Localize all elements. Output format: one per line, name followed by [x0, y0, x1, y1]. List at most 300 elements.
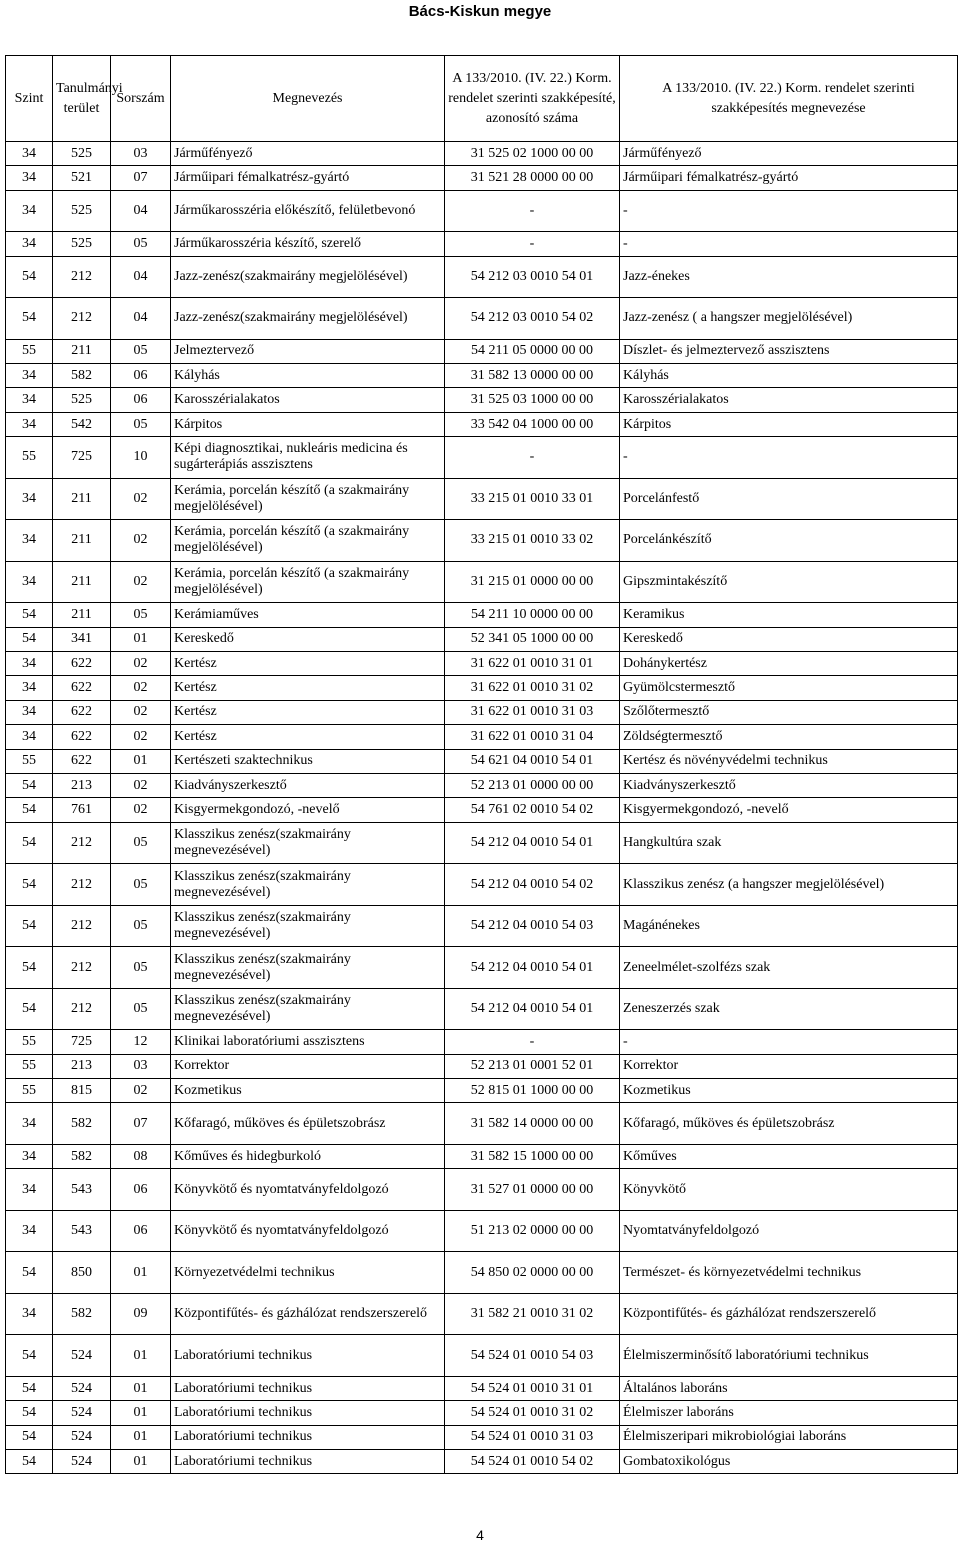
cell-azonosito: 31 622 01 0010 31 04	[445, 725, 620, 749]
cell-megnevezes: Kerámiaműves	[171, 603, 445, 627]
cell-terulet: 525	[53, 232, 111, 256]
cell-sorszam: 06	[111, 1169, 171, 1211]
table-row	[6, 1103, 958, 1145]
cell-azonosito: 54 212 04 0010 54 01	[445, 947, 620, 989]
cell-szint: 34	[6, 676, 53, 700]
table-row	[6, 725, 958, 749]
cell-terulet: 543	[53, 1169, 111, 1211]
cell-azonosito: 54 211 05 0000 00 00	[445, 339, 620, 363]
cell-azonosito: 54 212 04 0010 54 01	[445, 822, 620, 864]
cell-szint: 54	[6, 1252, 53, 1294]
cell-megnevezes: Laboratóriumi technikus	[171, 1425, 445, 1449]
table-row	[6, 166, 958, 190]
cell-azonosito: 33 215 01 0010 33 02	[445, 520, 620, 562]
cell-szint: 34	[6, 1103, 53, 1145]
cell-szint: 54	[6, 947, 53, 989]
cell-sorszam: 01	[111, 1425, 171, 1449]
cell-megnevezes: Kozmetikus	[171, 1079, 445, 1103]
table-row	[6, 652, 958, 676]
cell-szint: 54	[6, 905, 53, 947]
cell-terulet: 524	[53, 1449, 111, 1473]
cell-terulet: 211	[53, 603, 111, 627]
cell-terulet: 622	[53, 676, 111, 700]
cell-terulet: 582	[53, 364, 111, 388]
cell-megnevezes: Kőműves és hidegburkoló	[171, 1144, 445, 1168]
cell-szakkepesites: Díszlet- és jelmeztervező asszisztens	[620, 339, 958, 363]
cell-sorszam: 01	[111, 1335, 171, 1377]
cell-szakkepesites: Általános laboráns	[620, 1376, 958, 1400]
cell-szint: 34	[6, 142, 53, 166]
table-row	[6, 190, 958, 232]
cell-sorszam: 05	[111, 947, 171, 989]
cell-szint: 34	[6, 166, 53, 190]
cell-megnevezes: Kályhás	[171, 364, 445, 388]
cell-megnevezes: Járműkarosszéria előkészítő, felületbevonó	[171, 190, 445, 232]
table-row	[6, 1376, 958, 1400]
cell-megnevezes: Kertészeti szaktechnikus	[171, 749, 445, 773]
cell-megnevezes: Könyvkötő és nyomtatványfeldolgozó	[171, 1169, 445, 1211]
cell-szakkepesites: Élelmiszerminősítő laboratóriumi technikus	[620, 1335, 958, 1377]
page-number: 4	[476, 1527, 484, 1543]
cell-megnevezes: Központifűtés- és gázhálózat rendszerszerelő	[171, 1293, 445, 1335]
cell-szint: 54	[6, 1401, 53, 1425]
cell-szakkepesites: Gipszmintakészítő	[620, 561, 958, 603]
cell-szakkepesites: Kőfaragó, műköves és épületszobrász	[620, 1103, 958, 1145]
cell-sorszam: 02	[111, 700, 171, 724]
cell-sorszam: 04	[111, 298, 171, 340]
cell-sorszam: 08	[111, 1144, 171, 1168]
cell-terulet: 761	[53, 798, 111, 822]
cell-megnevezes: Kőfaragó, műköves és épületszobrász	[171, 1103, 445, 1145]
cell-szint: 54	[6, 864, 53, 906]
cell-szint: 34	[6, 388, 53, 412]
cell-szakkepesites: Kisgyermekgondozó, -nevelő	[620, 798, 958, 822]
cell-azonosito: 54 621 04 0010 54 01	[445, 749, 620, 773]
cell-azonosito: 33 542 04 1000 00 00	[445, 412, 620, 436]
cell-sorszam: 07	[111, 166, 171, 190]
cell-szakkepesites: Nyomtatványfeldolgozó	[620, 1210, 958, 1252]
cell-szint: 54	[6, 822, 53, 864]
cell-megnevezes: Klasszikus zenész(szakmairány megnevezésével)	[171, 864, 445, 906]
cell-megnevezes: Klasszikus zenész(szakmairány megnevezésével)	[171, 988, 445, 1030]
cell-azonosito: -	[445, 1030, 620, 1054]
cell-szakkepesites: Hangkultúra szak	[620, 822, 958, 864]
table-header-row	[6, 56, 958, 142]
cell-szint: 34	[6, 1169, 53, 1211]
cell-sorszam: 05	[111, 232, 171, 256]
cell-terulet: 622	[53, 700, 111, 724]
cell-szint: 34	[6, 700, 53, 724]
cell-szint: 55	[6, 749, 53, 773]
cell-terulet: 212	[53, 256, 111, 298]
cell-szakkepesites: Korrektor	[620, 1054, 958, 1078]
cell-szakkepesites: Gombatoxikológus	[620, 1449, 958, 1473]
cell-megnevezes: Járműkarosszéria készítő, szerelő	[171, 232, 445, 256]
cell-szakkepesites: Központifűtés- és gázhálózat rendszerszerelő	[620, 1293, 958, 1335]
table-row	[6, 520, 958, 562]
cell-szakkepesites: -	[620, 1030, 958, 1054]
cell-terulet: 213	[53, 1054, 111, 1078]
cell-terulet: 341	[53, 627, 111, 651]
table-row	[6, 561, 958, 603]
cell-szakkepesites: Kereskedő	[620, 627, 958, 651]
cell-szakkepesites: -	[620, 232, 958, 256]
cell-terulet: 582	[53, 1103, 111, 1145]
cell-szint: 54	[6, 1335, 53, 1377]
cell-szakkepesites: Zeneelmélet-szolfézs szak	[620, 947, 958, 989]
table-row	[6, 988, 958, 1030]
cell-megnevezes: Kerámia, porcelán készítő (a szakmairány megjelölésével)	[171, 561, 445, 603]
cell-szakkepesites: Magánénekes	[620, 905, 958, 947]
cell-terulet: 622	[53, 749, 111, 773]
cell-szakkepesites: Kiadványszerkesztő	[620, 773, 958, 797]
cell-szakkepesites: Könyvkötő	[620, 1169, 958, 1211]
cell-terulet: 622	[53, 652, 111, 676]
cell-szint: 54	[6, 298, 53, 340]
cell-megnevezes: Kertész	[171, 676, 445, 700]
cell-azonosito: 54 212 04 0010 54 03	[445, 905, 620, 947]
cell-terulet: 521	[53, 166, 111, 190]
cell-megnevezes: Laboratóriumi technikus	[171, 1335, 445, 1377]
cell-megnevezes: Kertész	[171, 700, 445, 724]
cell-szakkepesites: Karosszérialakatos	[620, 388, 958, 412]
cell-sorszam: 05	[111, 864, 171, 906]
cell-szint: 55	[6, 1079, 53, 1103]
cell-sorszam: 01	[111, 1252, 171, 1294]
table-row	[6, 478, 958, 520]
cell-terulet: 850	[53, 1252, 111, 1294]
cell-azonosito: 31 525 02 1000 00 00	[445, 142, 620, 166]
cell-azonosito: 31 527 01 0000 00 00	[445, 1169, 620, 1211]
table-row	[6, 676, 958, 700]
cell-azonosito: 54 212 04 0010 54 01	[445, 988, 620, 1030]
cell-terulet: 525	[53, 388, 111, 412]
cell-azonosito: 31 215 01 0000 00 00	[445, 561, 620, 603]
cell-szint: 55	[6, 1054, 53, 1078]
table-row	[6, 822, 958, 864]
cell-szint: 34	[6, 1210, 53, 1252]
cell-sorszam: 02	[111, 561, 171, 603]
cell-azonosito: 31 582 14 0000 00 00	[445, 1103, 620, 1145]
cell-sorszam: 05	[111, 339, 171, 363]
cell-terulet: 524	[53, 1425, 111, 1449]
cell-szint: 34	[6, 232, 53, 256]
cell-szint: 34	[6, 652, 53, 676]
cell-szakkepesites: Jazz-énekes	[620, 256, 958, 298]
cell-terulet: 725	[53, 437, 111, 479]
cell-terulet: 582	[53, 1144, 111, 1168]
table-row	[6, 1401, 958, 1425]
header-sorszam: Sorszám	[111, 56, 171, 142]
cell-sorszam: 06	[111, 364, 171, 388]
cell-megnevezes: Korrektor	[171, 1054, 445, 1078]
cell-szint: 34	[6, 478, 53, 520]
cell-terulet: 211	[53, 520, 111, 562]
table-row	[6, 627, 958, 651]
cell-sorszam: 05	[111, 603, 171, 627]
cell-szint: 55	[6, 339, 53, 363]
table-row	[6, 298, 958, 340]
cell-szakkepesites: -	[620, 190, 958, 232]
cell-azonosito: 54 212 03 0010 54 02	[445, 298, 620, 340]
table-row	[6, 1335, 958, 1377]
cell-terulet: 524	[53, 1401, 111, 1425]
cell-szint: 55	[6, 437, 53, 479]
cell-megnevezes: Klasszikus zenész(szakmairány megnevezésével)	[171, 905, 445, 947]
cell-sorszam: 03	[111, 142, 171, 166]
cell-sorszam: 01	[111, 627, 171, 651]
cell-megnevezes: Kárpitos	[171, 412, 445, 436]
cell-azonosito: 31 582 21 0010 31 02	[445, 1293, 620, 1335]
cell-terulet: 211	[53, 339, 111, 363]
table-row	[6, 142, 958, 166]
cell-szakkepesites: Porcelánfestő	[620, 478, 958, 520]
page-title: Bács-Kiskun megye	[408, 3, 552, 20]
cell-szakkepesites: Kárpitos	[620, 412, 958, 436]
table-row	[6, 905, 958, 947]
cell-szakkepesites: Járműipari fémalkatrész-gyártó	[620, 166, 958, 190]
cell-szakkepesites: Élelmiszeripari mikrobiológiai laboráns	[620, 1425, 958, 1449]
table-row	[6, 1030, 958, 1054]
cell-megnevezes: Karosszérialakatos	[171, 388, 445, 412]
cell-megnevezes: Laboratóriumi technikus	[171, 1401, 445, 1425]
cell-sorszam: 02	[111, 652, 171, 676]
cell-szakkepesites: Gyümölcstermesztő	[620, 676, 958, 700]
cell-terulet: 582	[53, 1293, 111, 1335]
cell-terulet: 524	[53, 1376, 111, 1400]
header-megnevezes: Megnevezés	[171, 56, 445, 142]
cell-terulet: 725	[53, 1030, 111, 1054]
table-row	[6, 232, 958, 256]
cell-szakkepesites: Zöldségtermesztő	[620, 725, 958, 749]
cell-megnevezes: Járműfényező	[171, 142, 445, 166]
cell-megnevezes: Klasszikus zenész(szakmairány megnevezésével)	[171, 947, 445, 989]
table-row	[6, 1210, 958, 1252]
cell-sorszam: 02	[111, 798, 171, 822]
cell-azonosito: 31 622 01 0010 31 02	[445, 676, 620, 700]
cell-sorszam: 07	[111, 1103, 171, 1145]
cell-terulet: 213	[53, 773, 111, 797]
cell-szint: 55	[6, 1030, 53, 1054]
cell-terulet: 212	[53, 822, 111, 864]
cell-megnevezes: Jelmeztervező	[171, 339, 445, 363]
cell-megnevezes: Kerámia, porcelán készítő (a szakmairány megjelölésével)	[171, 520, 445, 562]
table-row	[6, 798, 958, 822]
cell-megnevezes: Kiadványszerkesztő	[171, 773, 445, 797]
table-row	[6, 773, 958, 797]
cell-szint: 54	[6, 627, 53, 651]
cell-azonosito: 54 524 01 0010 31 02	[445, 1401, 620, 1425]
table-row	[6, 339, 958, 363]
cell-azonosito: 54 524 01 0010 31 01	[445, 1376, 620, 1400]
cell-terulet: 543	[53, 1210, 111, 1252]
cell-sorszam: 05	[111, 988, 171, 1030]
cell-megnevezes: Kereskedő	[171, 627, 445, 651]
table-row	[6, 864, 958, 906]
cell-szint: 54	[6, 1376, 53, 1400]
table-row	[6, 1252, 958, 1294]
cell-azonosito: -	[445, 232, 620, 256]
header-szakkepesites-megnevezese: A 133/2010. (IV. 22.) Korm. rendelet szerinti szakképesítés megnevezése	[620, 56, 958, 142]
cell-sorszam: 05	[111, 905, 171, 947]
cell-szakkepesites: Szőlőtermesztő	[620, 700, 958, 724]
table-row	[6, 412, 958, 436]
cell-azonosito: 31 582 15 1000 00 00	[445, 1144, 620, 1168]
cell-szakkepesites: Kőműves	[620, 1144, 958, 1168]
cell-azonosito: 31 622 01 0010 31 01	[445, 652, 620, 676]
cell-szint: 34	[6, 190, 53, 232]
table-row	[6, 437, 958, 479]
cell-megnevezes: Kisgyermekgondozó, -nevelő	[171, 798, 445, 822]
cell-szint: 54	[6, 1425, 53, 1449]
cell-terulet: 212	[53, 298, 111, 340]
cell-azonosito: 52 815 01 1000 00 00	[445, 1079, 620, 1103]
cell-megnevezes: Kertész	[171, 725, 445, 749]
cell-szakkepesites: Porcelánkészítő	[620, 520, 958, 562]
table-row	[6, 1293, 958, 1335]
cell-azonosito: 54 524 01 0010 54 03	[445, 1335, 620, 1377]
cell-megnevezes: Kertész	[171, 652, 445, 676]
cell-azonosito: -	[445, 190, 620, 232]
table-row	[6, 1169, 958, 1211]
cell-sorszam: 02	[111, 676, 171, 700]
cell-azonosito: 51 213 02 0000 00 00	[445, 1210, 620, 1252]
cell-szakkepesites: Járműfényező	[620, 142, 958, 166]
cell-sorszam: 01	[111, 749, 171, 773]
cell-terulet: 525	[53, 142, 111, 166]
cell-terulet: 212	[53, 905, 111, 947]
table-row	[6, 1144, 958, 1168]
cell-szakkepesites: -	[620, 437, 958, 479]
cell-azonosito: 31 622 01 0010 31 03	[445, 700, 620, 724]
cell-azonosito: 31 525 03 1000 00 00	[445, 388, 620, 412]
cell-terulet: 622	[53, 725, 111, 749]
cell-megnevezes: Járműipari fémalkatrész-gyártó	[171, 166, 445, 190]
cell-sorszam: 02	[111, 1079, 171, 1103]
cell-szakkepesites: Dohánykertész	[620, 652, 958, 676]
table-row	[6, 1054, 958, 1078]
cell-megnevezes: Kerámia, porcelán készítő (a szakmairány megjelölésével)	[171, 478, 445, 520]
cell-megnevezes: Környezetvédelmi technikus	[171, 1252, 445, 1294]
table-row	[6, 364, 958, 388]
header-azonosito: A 133/2010. (IV. 22.) Korm. rendelet szerinti szakképesíté, azonosító száma	[445, 56, 620, 142]
cell-megnevezes: Képi diagnosztikai, nukleáris medicina és sugárterápiás asszisztens	[171, 437, 445, 479]
qualifications-table	[5, 55, 958, 1474]
table-row	[6, 1079, 958, 1103]
cell-sorszam: 02	[111, 725, 171, 749]
cell-terulet: 211	[53, 478, 111, 520]
cell-szint: 34	[6, 364, 53, 388]
cell-szakkepesites: Kozmetikus	[620, 1079, 958, 1103]
cell-sorszam: 10	[111, 437, 171, 479]
cell-szakkepesites: Keramikus	[620, 603, 958, 627]
cell-sorszam: 01	[111, 1376, 171, 1400]
cell-azonosito: 52 213 01 0001 52 01	[445, 1054, 620, 1078]
cell-szint: 54	[6, 988, 53, 1030]
cell-szint: 34	[6, 1144, 53, 1168]
cell-szint: 54	[6, 256, 53, 298]
cell-szakkepesites: Klasszikus zenész (a hangszer megjelölésével)	[620, 864, 958, 906]
cell-megnevezes: Könyvkötő és nyomtatványfeldolgozó	[171, 1210, 445, 1252]
cell-sorszam: 09	[111, 1293, 171, 1335]
cell-terulet: 524	[53, 1335, 111, 1377]
table-row	[6, 388, 958, 412]
cell-szint: 54	[6, 1449, 53, 1473]
cell-azonosito: -	[445, 437, 620, 479]
cell-szint: 34	[6, 520, 53, 562]
cell-azonosito: 54 212 04 0010 54 02	[445, 864, 620, 906]
cell-terulet: 525	[53, 190, 111, 232]
cell-szint: 54	[6, 798, 53, 822]
cell-terulet: 212	[53, 988, 111, 1030]
table-row	[6, 1425, 958, 1449]
cell-terulet: 212	[53, 864, 111, 906]
cell-azonosito: 31 521 28 0000 00 00	[445, 166, 620, 190]
cell-azonosito: 54 761 02 0010 54 02	[445, 798, 620, 822]
cell-szint: 34	[6, 725, 53, 749]
cell-megnevezes: Laboratóriumi technikus	[171, 1376, 445, 1400]
cell-szakkepesites: Élelmiszer laboráns	[620, 1401, 958, 1425]
cell-azonosito: 54 212 03 0010 54 01	[445, 256, 620, 298]
cell-sorszam: 01	[111, 1449, 171, 1473]
cell-azonosito: 54 524 01 0010 31 03	[445, 1425, 620, 1449]
table-row	[6, 1449, 958, 1473]
table-row	[6, 700, 958, 724]
cell-szint: 34	[6, 412, 53, 436]
cell-megnevezes: Klinikai laboratóriumi asszisztens	[171, 1030, 445, 1054]
cell-sorszam: 01	[111, 1401, 171, 1425]
cell-megnevezes: Jazz-zenész(szakmairány megjelölésével)	[171, 298, 445, 340]
cell-azonosito: 52 213 01 0000 00 00	[445, 773, 620, 797]
cell-megnevezes: Jazz-zenész(szakmairány megjelölésével)	[171, 256, 445, 298]
cell-szakkepesites: Kertész és növényvédelmi technikus	[620, 749, 958, 773]
cell-sorszam: 06	[111, 1210, 171, 1252]
cell-terulet: 212	[53, 947, 111, 989]
table-row	[6, 749, 958, 773]
cell-azonosito: 33 215 01 0010 33 01	[445, 478, 620, 520]
cell-sorszam: 02	[111, 478, 171, 520]
cell-azonosito: 31 582 13 0000 00 00	[445, 364, 620, 388]
cell-sorszam: 04	[111, 256, 171, 298]
cell-szint: 54	[6, 603, 53, 627]
cell-szint: 34	[6, 561, 53, 603]
cell-sorszam: 05	[111, 412, 171, 436]
table-body	[6, 142, 958, 1474]
cell-megnevezes: Laboratóriumi technikus	[171, 1449, 445, 1473]
cell-sorszam: 03	[111, 1054, 171, 1078]
cell-szakkepesites: Jazz-zenész ( a hangszer megjelölésével)	[620, 298, 958, 340]
table-row	[6, 256, 958, 298]
cell-sorszam: 02	[111, 773, 171, 797]
header-szint: Szint	[6, 56, 53, 142]
table-row	[6, 603, 958, 627]
cell-szakkepesites: Természet- és környezetvédelmi technikus	[620, 1252, 958, 1294]
cell-szakkepesites: Kályhás	[620, 364, 958, 388]
cell-azonosito: 54 850 02 0000 00 00	[445, 1252, 620, 1294]
cell-sorszam: 12	[111, 1030, 171, 1054]
header-tanulmanyi-terulet: Tanulmányi terület	[53, 56, 111, 142]
cell-azonosito: 54 211 10 0000 00 00	[445, 603, 620, 627]
cell-szakkepesites: Zeneszerzés szak	[620, 988, 958, 1030]
cell-sorszam: 06	[111, 388, 171, 412]
cell-terulet: 542	[53, 412, 111, 436]
cell-szint: 54	[6, 773, 53, 797]
cell-szint: 34	[6, 1293, 53, 1335]
cell-megnevezes: Klasszikus zenész(szakmairány megnevezésével)	[171, 822, 445, 864]
cell-azonosito: 54 524 01 0010 54 02	[445, 1449, 620, 1473]
cell-sorszam: 02	[111, 520, 171, 562]
cell-terulet: 211	[53, 561, 111, 603]
